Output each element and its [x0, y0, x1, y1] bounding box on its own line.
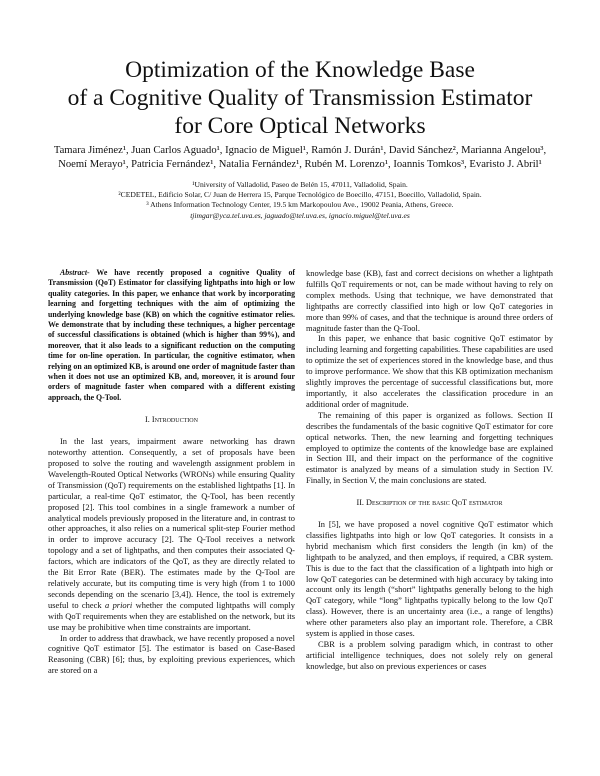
- title-line-1: Optimization of the Knowledge Base: [125, 57, 475, 83]
- title-line-3: for Core Optical Networks: [174, 113, 426, 139]
- abstract-label: Abstract-: [60, 268, 90, 277]
- author-emails: tjimgar@yca.tel.uva.es, jaguado@tel.uva.es, ignacio.miguel@tel.uva.es: [190, 210, 410, 220]
- intro-paragraph-continued: knowledge base (KB), fast and correct decisions on whether a lightpath fulfills QoT requirements or not, can be made without having to rely on complex methods. Using that technique, we have demonstrated that lightpaths are correctly classified into high or low QoT categories in more than 99% of cases, and that the technique is around three orders of magnitude faster than the Q-Tool.: [306, 268, 553, 333]
- right-column: [306, 268, 553, 672]
- author-list: [30, 144, 570, 172]
- abstract: [48, 268, 295, 403]
- affiliations: [40, 180, 560, 221]
- section-1-heading: I. Introduction: [145, 415, 198, 425]
- affiliation-1: ¹University of Valladolid, Paseo de Belén 15, 47011, Valladolid, Spain.: [192, 180, 408, 189]
- intro-paragraph-3: In this paper, we enhance that basic cognitive QoT estimator by including learning and forgetting capabilities. These capabilities are used to optimize the set of experiences stored in the knowledge base, and thus to improve performance. We show that this KB optimization mechanism slightly improves the percentage of successful classifications but, more importantly, it also accelerates the classification procedure in an additional order of magnitude.: [306, 333, 553, 409]
- paper-title: [40, 56, 560, 140]
- authors-line-1: Tamara Jiménez¹, Juan Carlos Aguado¹, Ignacio de Miguel¹, Ramón J. Durán¹, David Sánchez², Marianna Angelou³,: [53, 145, 547, 156]
- left-column: [48, 268, 295, 676]
- intro-paragraph-4: The remaining of this paper is organized as follows. Section II describes the fundamentals of the basic cognitive QoT estimator for core optical networks. Then, the new learning and forgetting techniques employed to optimize the contents of the knowledge base are explained in Section III, and their impact on the performance of the cognitive estimator is analyzed by means of a simulation study in Section IV. Finally, in Section V, the main conclusions are stated.: [306, 409, 553, 486]
- affiliation-2: ²CEDETEL, Edificio Solar, C/ Juan de Herrera 15, Parque Tecnológico de Boecillo, 47151, Boecillo, Valladolid, Spain.: [118, 190, 482, 200]
- authors-line-2: Noemí Merayo¹, Patricia Fernández¹, Natalia Fernández¹, Rubén M. Lorenzo¹, Ioannis Tomkos³, Evaristo J. Abril¹: [58, 159, 542, 170]
- intro-paragraph-1: In the last years, impairment aware networking has drawn noteworthy attention. Consequently, a set of proposals have been proposed to solve the routing and wavelength assignment problem in Wavelength-Routed Optical Networks (WRONs) while ensuring Quality of Transmission (QoT) requirements on the established lightpaths [1]. In particular, a real-time QoT estimator, the Q-Tool, has been recently proposed [2]. This tool combines in a single framework a number of analytical models previously proposed in the literature and, in contrast to other approaches, it also relies on a numerical split-step Fourier method in order to improve accuracy [2]. The Q-Tool receives a network topology and a set of lightpaths, and then computes their associated Q-factors, which are indicators of the QoT, as they are directly related to the Bit Error Rate (BER). The estimates made by the Q-Tool are relatively accurate, but its computing time is very high (from 1 to 1000 seconds depending on the scenario [3,4]). Hence, the tool is extremely useful to check a priori whether the computed lightpaths will comply with QoT requirements when they are established on the network, but its use may be prohibitive when time constraints are important.: [48, 436, 295, 632]
- a-priori-term: a priori: [104, 599, 133, 610]
- title-line-2: of a Cognitive Quality of Transmission Estimator: [67, 85, 533, 111]
- section-2-heading: II. Description of the basic QoT estimator: [356, 498, 503, 508]
- abstract-text: We have recently proposed a cognitive Quality of Transmission (QoT) Estimator for classifying lightpaths into high or low quality categories. In this paper, we enhance that work by incorporating learning and forgetting techniques with the aim of optimizing the underlying knowledge base (KB) on which the cognitive estimator relies. We demonstrate that by including these techniques, a higher percentage of successful classifications is obtained (which is higher than 99%), and moreover, that it also leads to a significant reduction on the computing time for on-line operation. In particular, the cognitive estimator, when relying on an optimized KB, is around one order of magnitude faster than when it does not use an optimized KB, and, moreover, it is around four orders of magnitude faster when compared with a different existing approach, the Q-Tool.: [48, 268, 295, 402]
- affiliation-3: ³ Athens Information Technology Center, 19.5 km Markopoulou Ave., 19002 Peania, Athens, Greece.: [146, 200, 454, 210]
- intro-paragraph-2: In order to address that drawback, we have recently proposed a novel cognitive QoT estimator [5]. The estimator is based on Case-Based Reasoning (CBR) [6]; thus, by exploiting previous experiences, which are stored on a: [48, 632, 295, 676]
- section-2-paragraph-1: In [5], we have proposed a novel cognitive QoT estimator which classifies lightpaths into high or low QoT categories. It consists in a hybrid mechanism which first considers the length (in km) of the lightpath to be analyzed, and then employs, if required, a CBR system. This is due to the fact that the classification of a lightpath into high or low QoT categories can be determined with high accuracy by taking into account only its length (“short” lightpaths generally belong to the high QoT category, while “long” lightpaths typically belong to the low QoT class). However, there is an uncertainty area (i.e., a range of lengths) where other parameters also play an important role. Therefore, a CBR system is applied in those cases.: [306, 519, 553, 639]
- section-2-paragraph-2: CBR is a problem solving paradigm which, in contrast to other artificial intelligence techniques, does not solely rely on general knowledge, but also on previous experiences or cases: [306, 639, 553, 671]
